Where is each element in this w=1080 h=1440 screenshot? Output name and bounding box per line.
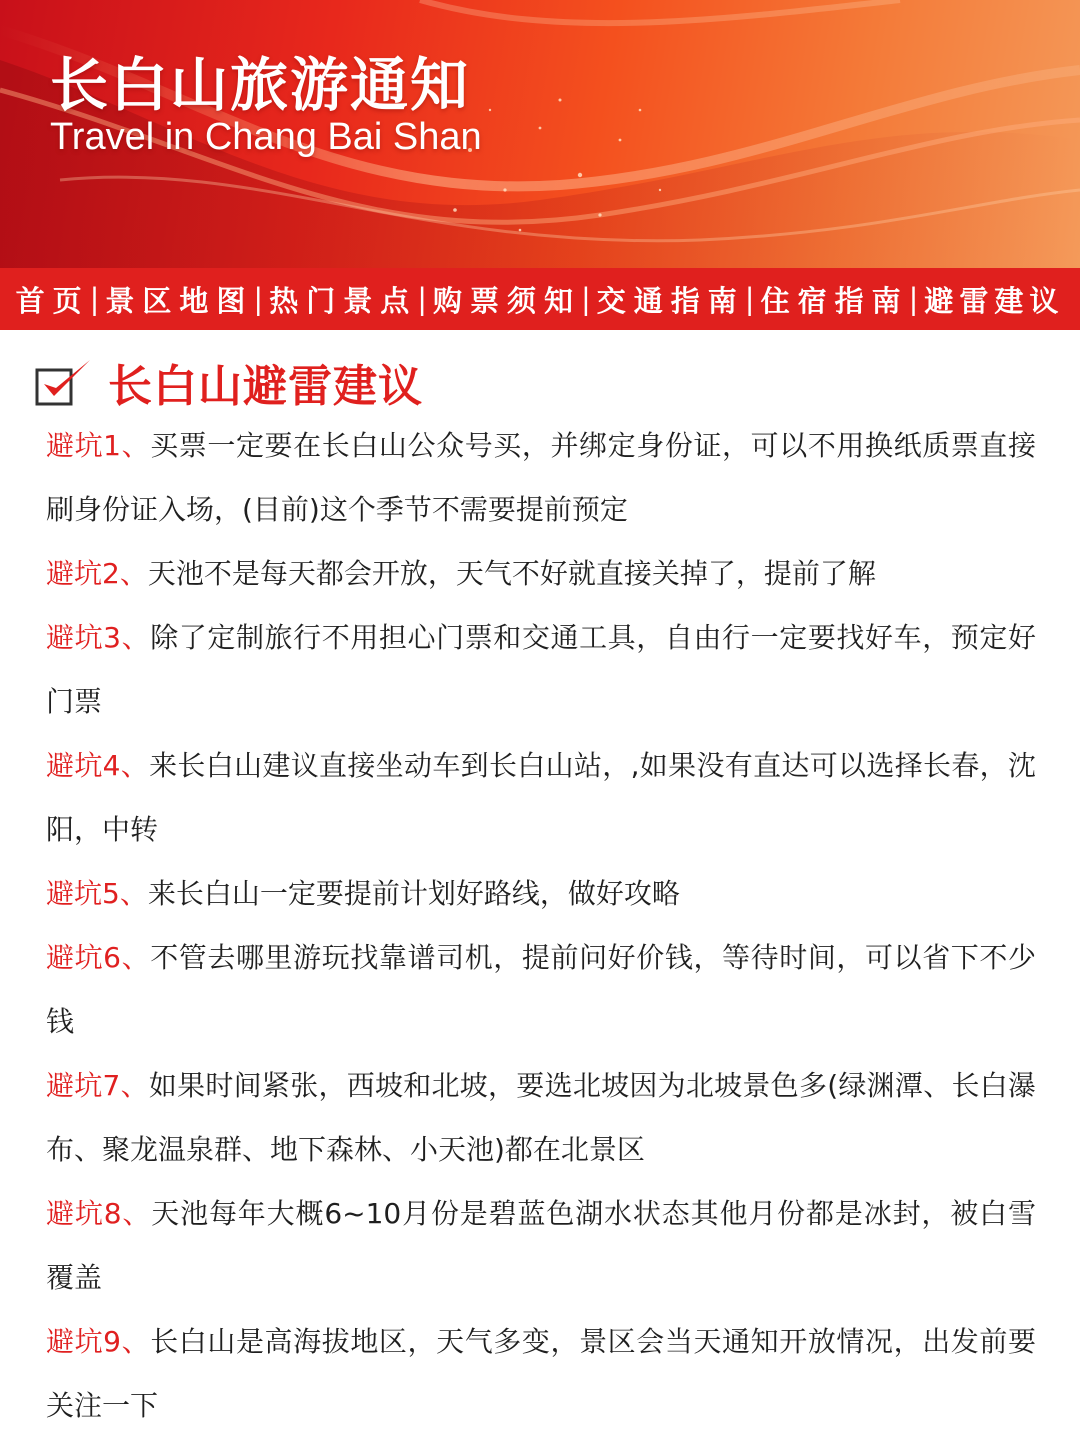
nav-separator: | bbox=[89, 282, 100, 316]
tip-text: 除了定制旅行不用担心门票和交通工具，自由行一定要找好车，预定好门票 bbox=[46, 621, 1036, 718]
tips-list bbox=[46, 414, 1036, 1438]
nav-item-map[interactable]: 景区地图 bbox=[105, 283, 254, 318]
tip-item bbox=[46, 1054, 1036, 1182]
header-banner bbox=[0, 0, 1080, 268]
tip-text: 如果时间紧张，西坡和北坡，要选北坡因为北坡景色多(绿渊潭、长白瀑布、聚龙温泉群、地下森林、小天池)都在北景区 bbox=[46, 1069, 1036, 1166]
tip-label: 避坑3、 bbox=[46, 621, 151, 654]
tip-text: 不管去哪里游玩找靠谱司机，提前问好价钱，等待时间，可以省下不少钱 bbox=[46, 941, 1036, 1038]
banner-subtitle: Travel in Chang Bai Shan bbox=[50, 116, 482, 158]
tip-text: 买票一定要在长白山公众号买，并绑定身份证，可以不用换纸质票直接刷身份证入场，(目前)这个季节不需要提前预定 bbox=[46, 429, 1036, 526]
tip-label: 避坑4、 bbox=[46, 749, 150, 782]
tip-text: 来长白山一定要提前计划好路线，做好攻略 bbox=[147, 877, 680, 910]
tip-text: 天池不是每天都会开放，天气不好就直接关掉了，提前了解 bbox=[147, 557, 876, 590]
tip-label: 避坑2、 bbox=[46, 557, 148, 590]
nav-separator: | bbox=[744, 282, 755, 316]
nav-item-home[interactable]: 首页 bbox=[15, 283, 90, 318]
nav-item-tips[interactable]: 避雷建议 bbox=[924, 283, 1065, 318]
tip-label: 避坑7、 bbox=[46, 1069, 149, 1102]
nav-bar bbox=[0, 268, 1080, 330]
tip-item bbox=[46, 606, 1036, 734]
tip-label: 避坑8、 bbox=[46, 1197, 152, 1230]
tip-text: 天池每年大概6~10月份是碧蓝色湖水状态其他月份都是冰封，被白雪覆盖 bbox=[46, 1197, 1036, 1294]
checkbox-checked-icon bbox=[34, 356, 94, 408]
nav-separator: | bbox=[417, 282, 427, 316]
tip-label: 避坑6、 bbox=[46, 941, 151, 974]
tip-item bbox=[46, 414, 1036, 542]
nav-separator: | bbox=[908, 282, 919, 316]
section-heading bbox=[34, 352, 423, 412]
section-title: 长白山避雷建议 bbox=[108, 361, 423, 412]
nav-item-transport[interactable]: 交通指南 bbox=[596, 283, 745, 318]
nav-separator: | bbox=[253, 282, 264, 316]
nav-separator: | bbox=[581, 282, 591, 316]
tip-label: 避坑5、 bbox=[46, 877, 148, 910]
tip-item bbox=[46, 734, 1036, 862]
nav-item-attractions[interactable]: 热门景点 bbox=[269, 283, 418, 318]
tip-item bbox=[46, 862, 1036, 926]
tip-item bbox=[46, 1310, 1036, 1438]
tip-label: 避坑1、 bbox=[46, 429, 151, 462]
tip-item bbox=[46, 542, 1036, 606]
tip-item bbox=[46, 1182, 1036, 1310]
tip-text: 长白山是高海拔地区，天气多变，景区会当天通知开放情况，出发前要关注一下 bbox=[46, 1325, 1036, 1422]
nav-item-tickets[interactable]: 购票须知 bbox=[432, 283, 581, 318]
tip-item bbox=[46, 926, 1036, 1054]
nav-item-lodging[interactable]: 住宿指南 bbox=[760, 283, 909, 318]
tip-text: 来长白山建议直接坐动车到长白山站，,如果没有直达可以选择长春，沈阳，中转 bbox=[46, 749, 1036, 846]
banner-title: 长白山旅游通知 bbox=[50, 51, 471, 119]
tip-label: 避坑9、 bbox=[46, 1325, 151, 1358]
